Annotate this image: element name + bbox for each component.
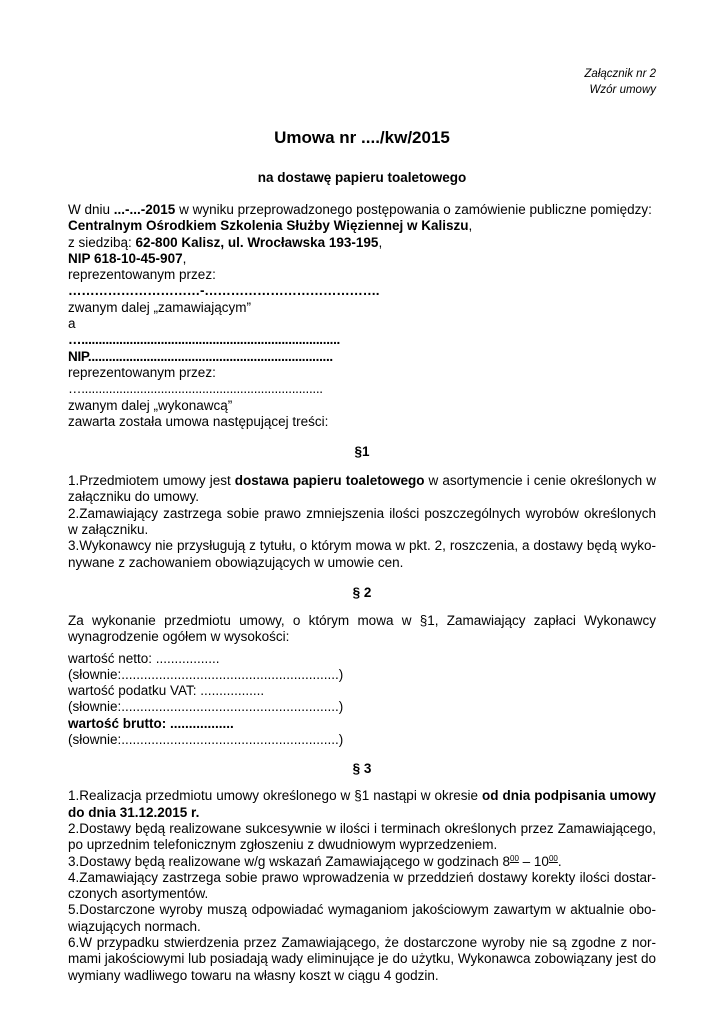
section-1-body — [68, 473, 656, 571]
punctuation: , — [378, 234, 383, 250]
contract-title: Umowa nr ..../kw/2015 — [274, 128, 450, 147]
contract-period: od dnia podpisania umowy do dnia 31.12.2015 r. — [68, 788, 656, 820]
intro-line — [68, 202, 656, 218]
section-3-point-6: 6.W przypadku stwierdzenia przez Zamawiającego, że dostarczone wyroby nie są zgodne z nor-mami jakościowymi lub posiadają wady eliminujące je do użytku, Wykonawca zobowiązany jest do wymiany wadliwego towaru na własny koszt w ciągu 4 godzin. — [68, 934, 656, 983]
section-3-point-5: 5.Dostarczone wyroby muszą odpowiadać wymaganiom jakościowym zawartym w aktualnie obo-wiązujących normach. — [68, 902, 656, 934]
section-1-heading: §1 — [354, 444, 370, 460]
section-3-heading: § 3 — [352, 761, 372, 777]
ordering-party-nip-line — [68, 251, 656, 267]
contract-date: ...-...-2015 — [113, 202, 176, 217]
contractor-nip-placeholder: NIP....................................................................... — [68, 348, 333, 364]
ordering-party-name: Centralnym Ośrodkiem Szkolenia Służby Więziennej w Kaliszu — [68, 218, 469, 234]
address-label: z siedzibą: — [68, 234, 136, 250]
attachment-label: Załącznik nr 2 — [584, 68, 656, 80]
net-value-words: (słownie:..........................................................) — [68, 666, 344, 682]
ordering-party-address-line — [68, 235, 656, 251]
vat-value-words: (słownie:..........................................................) — [68, 699, 344, 715]
point-text: 1.Realizacja przedmiotu umowy określonego w §1 nastąpi w okresie — [68, 788, 483, 804]
point-text: – 10 — [518, 853, 549, 869]
punctuation: , — [182, 250, 187, 266]
section-1-point-1 — [68, 473, 656, 506]
contract-subtitle: na dostawę papieru toaletowego — [257, 170, 467, 185]
ordering-party-address: 62-800 Kalisz, ul. Wrocławska 193-195 — [135, 234, 379, 250]
document-page — [68, 66, 656, 984]
section-1-point-2: 2.Zamawiający zastrzega sobie prawo zmniejszenia ilości poszczególnych wyrobów określonych w załączniku. — [68, 505, 656, 538]
section-3-body — [68, 788, 656, 984]
net-value-line: wartość netto: ................. — [68, 650, 220, 666]
contract-concluded-line: zawarta została umowa następującej treści: — [68, 413, 329, 429]
point-text: w asortymencie i cenie określonych w załączniku do umowy. — [68, 473, 657, 505]
contractor-name-placeholder: …........................................................................... — [68, 332, 341, 348]
time-minutes-end: 00 — [548, 853, 558, 863]
section-2-body — [68, 613, 656, 748]
intro-text: w wyniku przeprowadzonego postępowania o zamówienie publiczne pomiędzy: — [175, 202, 652, 217]
represented-by-label: reprezentowanym przez: — [68, 364, 216, 380]
section-3-point-1 — [68, 788, 656, 821]
subject-of-contract: dostawa papieru toaletowego — [234, 473, 425, 489]
gross-value-line: wartość brutto: ................. — [68, 715, 234, 731]
point-text: 3.Dostawy będą realizowane w/g wskazań Zamawiającego w godzinach 8 — [68, 853, 510, 869]
representative-placeholder: …………………………-…………………………………. — [68, 283, 380, 299]
section-3-point-3 — [68, 854, 656, 870]
contractor-representative-placeholder: …...................................................................... — [68, 381, 323, 397]
time-minutes-start: 00 — [510, 853, 519, 863]
parties-section — [68, 202, 656, 430]
gross-value-words: (słownie:..........................................................) — [68, 732, 344, 748]
ordering-party-alias: zwanym dalej „zamawiającym” — [68, 299, 252, 315]
punctuation: , — [468, 218, 473, 234]
represented-by-label: reprezentowanym przez: — [68, 267, 216, 283]
ordering-party-nip: NIP 618-10-45-907 — [68, 250, 183, 266]
section-1-point-3: 3.Wykonawcy nie przysługują z tytułu, o którym mowa w pkt. 2, roszczenia, a dostawy będą wyko-nywane z zachowaniem obowiązujących w umowie cen. — [68, 538, 656, 570]
section-3-point-4: 4.Zamawiający zastrzega sobie prawo wprowadzenia w przeddzień dostawy korekty ilości dostar-czonych asortymentów. — [68, 869, 656, 902]
vat-value-line: wartość podatku VAT: ................. — [68, 683, 265, 699]
section-2-heading: § 2 — [352, 584, 372, 600]
contractor-alias: zwanym dalej „wykonawcą” — [68, 397, 233, 413]
point-text: 1.Przedmiotem umowy jest — [68, 473, 235, 489]
ordering-party-name-line — [68, 218, 656, 234]
section-3-point-2: 2.Dostawy będą realizowane sukcesywnie w ilości i terminach określonych przez Zamawiającego, po uprzednim telefonicznym zgłoszeniu z dwudniowym wyprzedzeniem. — [68, 820, 656, 853]
section-2-intro: Za wykonanie przedmiotu umowy, o którym mowa w §1, Zamawiający zapłaci Wykonawcy wynagrodzenie ogółem w wysokości: — [68, 612, 656, 645]
template-label: Wzór umowy — [589, 84, 656, 96]
intro-text: W dniu — [68, 202, 114, 217]
conjunction: a — [68, 316, 76, 332]
punctuation: . — [557, 853, 562, 869]
